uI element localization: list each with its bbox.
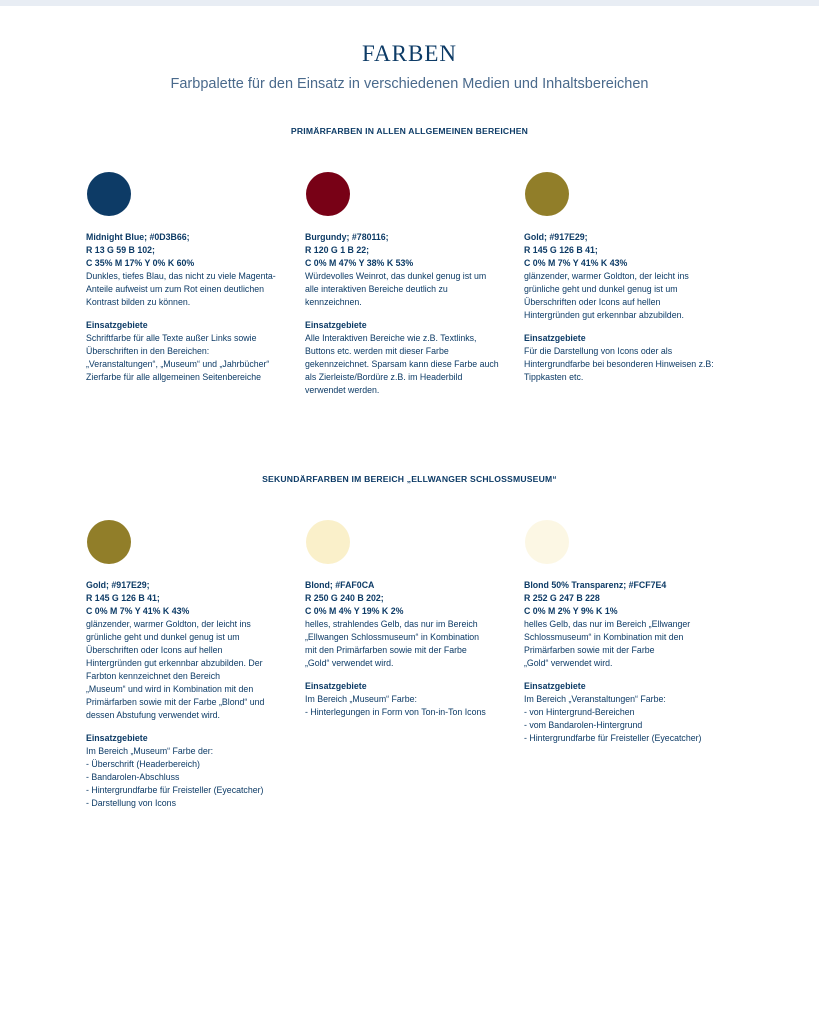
color-cmyk: C 0% M 47% Y 38% K 53% bbox=[305, 258, 414, 268]
color-name-hex: Blond 50% Transparenz; #FCF7E4 bbox=[524, 580, 667, 590]
color-description: Dunkles, tiefes Blau, das nicht zu viele Magenta- Anteile aufweist um zum Rot einen deutlichen Kontrast bilden zu können. bbox=[86, 271, 276, 307]
color-rgb: R 250 G 240 B 202; bbox=[305, 593, 384, 603]
usage-title: Einsatzgebiete bbox=[305, 320, 367, 330]
color-specs bbox=[524, 579, 734, 618]
usage-text: Für die Darstellung von Icons oder als Hintergrundfarbe bei besonderen Hinweisen z.B: Tippkasten etc. bbox=[524, 346, 714, 382]
color-cmyk: C 0% M 7% Y 41% K 43% bbox=[524, 258, 628, 268]
usage-text: Alle Interaktiven Bereiche wie z.B. Textlinks, Buttons etc. werden mit dieser Farbe gekennzeichnet. Sparsam kann diese Farbe auch als Zierleiste/Bordüre z.B. im Headerbild verwendet werden. bbox=[305, 333, 499, 395]
color-card-midnight-blue bbox=[86, 172, 296, 384]
color-name-hex: Blond; #FAF0CA bbox=[305, 580, 375, 590]
color-specs bbox=[305, 231, 515, 270]
color-specs bbox=[524, 231, 734, 270]
color-name-hex: Gold; #917E29; bbox=[524, 232, 588, 242]
usage-title: Einsatzgebiete bbox=[524, 681, 586, 691]
color-specs bbox=[305, 579, 515, 618]
color-rgb: R 145 G 126 B 41; bbox=[86, 593, 160, 603]
usage-title: Einsatzgebiete bbox=[524, 333, 586, 343]
color-card-blond bbox=[305, 520, 515, 719]
color-name-hex: Midnight Blue; #0D3B66; bbox=[86, 232, 190, 242]
color-swatch bbox=[525, 172, 569, 216]
usage-text: Im Bereich „Veranstaltungen“ Farbe: - von Hintergrund-Bereichen - vom Bandarolen-Hintergrund - Hintergrundfarbe für Freisteller (Eyecatcher) bbox=[524, 694, 702, 743]
color-cmyk: C 0% M 7% Y 41% K 43% bbox=[86, 606, 190, 616]
secondary-section-title: SEKUNDÄRFARBEN IM BEREICH „ELLWANGER SCHLOSSMUSEUM“ bbox=[262, 474, 557, 484]
color-rgb: R 120 G 1 B 22; bbox=[305, 245, 370, 255]
color-cmyk: C 35% M 17% Y 0% K 60% bbox=[86, 258, 195, 268]
color-name-hex: Burgundy; #780116; bbox=[305, 232, 389, 242]
color-cmyk: C 0% M 4% Y 19% K 2% bbox=[305, 606, 404, 616]
color-card-gold bbox=[524, 172, 734, 384]
color-description: glänzender, warmer Goldton, der leicht ins grünliche geht und dunkel genug ist um Überschriften oder Icons auf hellen Hintergründen gut erkennbar abzubilden. Der Farbton kennzeichnet den Bereich „Museum“ und wird in Kombination mit den Primärfarben sowie mit der Farbe „Blond“ und dessen Abstufung verwendet wird. bbox=[86, 619, 265, 720]
page-title: FARBEN bbox=[361, 41, 458, 66]
color-description: helles Gelb, das nur im Bereich „Ellwanger Schlossmuseum“ in Kombination mit den Primärfarben sowie mit der Farbe „Gold“ verwendet wird. bbox=[524, 619, 691, 668]
usage-text: Schriftfarbe für alle Texte außer Links sowie Überschriften in den Bereichen: „Veranstaltungen“, „Museum“ und „Jahrbücher“ Zierfarbe für alle allgemeinen Seitenbereiche bbox=[86, 333, 270, 382]
color-swatch bbox=[87, 520, 131, 564]
usage-text: Im Bereich „Museum“ Farbe: - Hinterlegungen in Form von Ton-in-Ton Icons bbox=[305, 694, 486, 717]
color-description: glänzender, warmer Goldton, der leicht ins grünliche geht und dunkel genug ist um Überschriften oder Icons auf hellen Hintergründen gut erkennbar abzubilden. bbox=[524, 271, 689, 320]
color-rgb: R 252 G 247 B 228 bbox=[524, 593, 600, 603]
color-card-burgundy bbox=[305, 172, 515, 397]
color-specs bbox=[86, 231, 296, 270]
color-description: helles, strahlendes Gelb, das nur im Bereich „Ellwangen Schlossmuseum“ in Kombination mit den Primärfarben sowie mit der Farbe „Gold“ verwendet wird. bbox=[305, 619, 480, 668]
color-swatch bbox=[525, 520, 569, 564]
color-card-gold-museum bbox=[86, 520, 296, 810]
usage-text: Im Bereich „Museum“ Farbe der: - Überschrift (Headerbereich) - Bandarolen-Abschluss - Hintergrundfarbe für Freisteller (Eyecatcher) - Darstellung von Icons bbox=[86, 746, 264, 808]
page-subtitle: Farbpalette für den Einsatz in verschiedenen Medien und Inhaltsbereichen bbox=[170, 76, 649, 92]
primary-section-title: PRIMÄRFARBEN IN ALLEN ALLGEMEINEN BEREICHEN bbox=[290, 126, 529, 136]
color-swatch bbox=[306, 520, 350, 564]
color-cmyk: C 0% M 2% Y 9% K 1% bbox=[524, 606, 618, 616]
color-description: Würdevolles Weinrot, das dunkel genug ist um alle interaktiven Bereiche deutlich zu kennzeichnen. bbox=[305, 271, 487, 307]
usage-title: Einsatzgebiete bbox=[86, 733, 148, 743]
color-specs bbox=[86, 579, 296, 618]
color-card-blond-50 bbox=[524, 520, 734, 745]
color-rgb: R 13 G 59 B 102; bbox=[86, 245, 155, 255]
color-rgb: R 145 G 126 B 41; bbox=[524, 245, 598, 255]
top-bar bbox=[0, 0, 819, 6]
color-name-hex: Gold; #917E29; bbox=[86, 580, 150, 590]
color-swatch bbox=[306, 172, 350, 216]
usage-title: Einsatzgebiete bbox=[86, 320, 148, 330]
usage-title: Einsatzgebiete bbox=[305, 681, 367, 691]
color-swatch bbox=[87, 172, 131, 216]
